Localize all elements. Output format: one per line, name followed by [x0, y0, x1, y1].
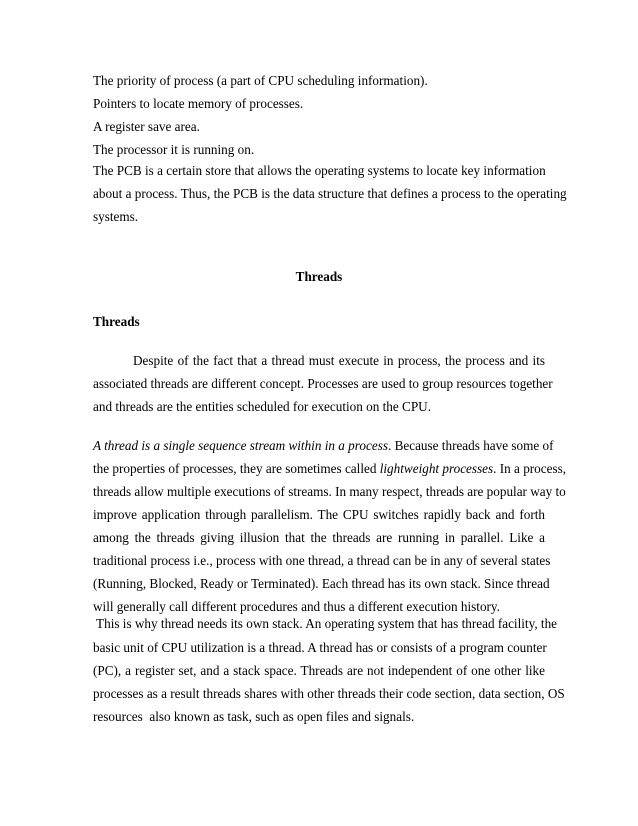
paragraph-line: resources also known as task, such as open files and signals. — [93, 709, 415, 724]
paragraph-line: improve application through parallelism. The CPU switches rapidly back and forth — [93, 507, 545, 522]
thread-definition: A thread is a single sequence stream within in a process — [93, 438, 388, 453]
lightweight-processes-term: lightweight processes — [379, 461, 494, 476]
pcb-list-item: The priority of process (a part of CPU scheduling information). — [93, 73, 428, 88]
paragraph-line: (PC), a register set, and a stack space. Threads are not independent of one other like — [93, 663, 545, 678]
paragraph-line: Despite of the fact that a thread must execute in process, the process and its — [133, 353, 545, 368]
pcb-paragraph-line: about a process. Thus, the PCB is the data structure that defines a process to the operating — [93, 186, 567, 201]
paragraph-line: traditional process i.e., process with one thread, a thread can be in any of several states — [93, 553, 551, 568]
pcb-list-item: Pointers to locate memory of processes. — [93, 96, 304, 111]
paragraph-line: will generally call different procedures and thus a different execution history. — [93, 599, 500, 614]
paragraph-line: and threads are the entities scheduled for execution on the CPU. — [93, 399, 432, 414]
paragraph-line: among the threads giving illusion that the threads are running in parallel. Like a — [93, 530, 545, 545]
pcb-list-item: A register save area. — [93, 119, 200, 134]
pcb-list-item: The processor it is running on. — [93, 142, 255, 157]
paragraph-line: A thread is a single sequence stream within in a process. Because threads have some of — [93, 438, 554, 453]
paragraph-line: the properties of processes, they are sometimes called lightweight processes. In a process, — [93, 461, 567, 476]
paragraph-line: processes as a result threads shares with other threads their code section, data section, OS — [93, 686, 565, 701]
paragraph-line: This is why thread needs its own stack. An operating system that has thread facility, the — [93, 616, 558, 631]
paragraph-line: associated threads are different concept. Processes are used to group resources together — [93, 376, 553, 391]
pcb-paragraph-line: systems. — [93, 209, 139, 224]
paragraph-line: (Running, Blocked, Ready or Terminated). Each thread has its own stack. Since thread — [93, 576, 550, 591]
paragraph-line: basic unit of CPU utilization is a thread. A thread has or consists of a program counter — [93, 640, 547, 655]
section-title: Threads — [295, 269, 343, 284]
subsection-title: Threads — [93, 314, 140, 329]
pcb-paragraph-line: The PCB is a certain store that allows the operating systems to locate key information — [93, 163, 546, 178]
paragraph-line: threads allow multiple executions of streams. In many respect, threads are popular way to — [93, 484, 566, 499]
